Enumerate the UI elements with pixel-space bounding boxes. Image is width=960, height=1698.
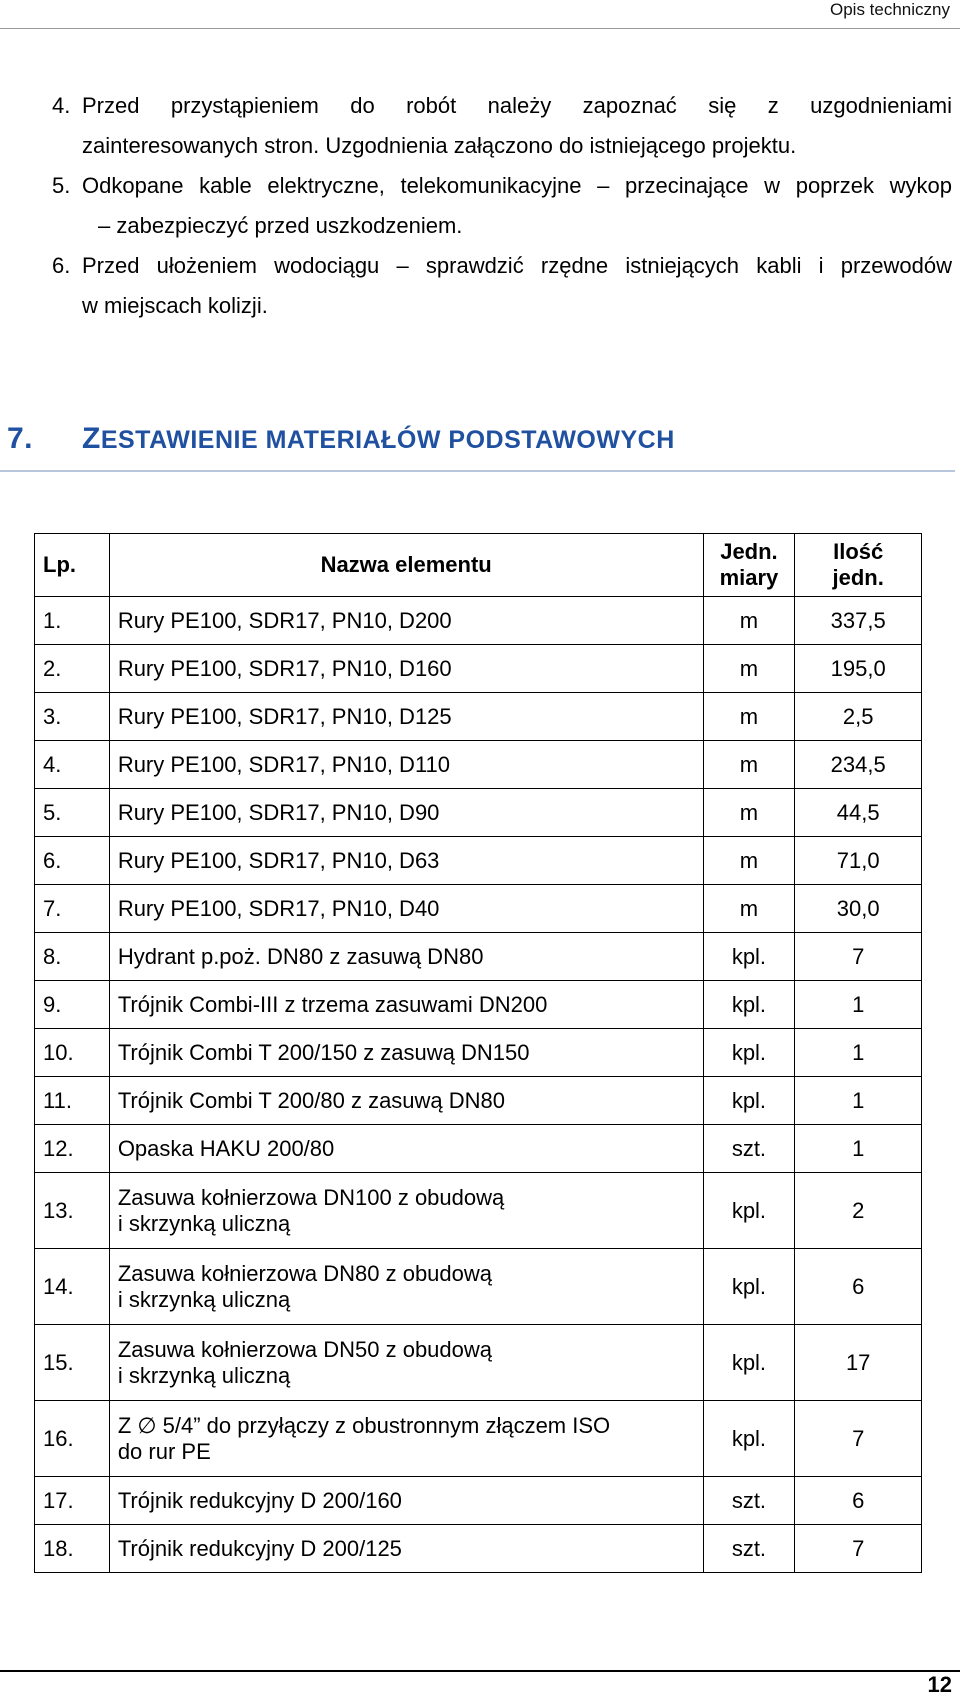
- row-lp: 12.: [35, 1125, 110, 1173]
- row-name: [109, 1249, 703, 1325]
- row-lp: 8.: [35, 933, 110, 981]
- list-item: [52, 246, 952, 326]
- row-name: [109, 1077, 703, 1125]
- row-name-text: Rury PE100, SDR17, PN10, D90: [117, 799, 440, 825]
- row-name: [109, 1525, 703, 1573]
- section-title-initial: Z: [82, 422, 101, 455]
- row-name-text: Rury PE100, SDR17, PN10, D200: [117, 607, 452, 633]
- row-name-text: Trójnik Combi T 200/150 z zasuwą DN150: [117, 1039, 530, 1065]
- table-row: [35, 837, 922, 885]
- section-number: 7.: [7, 422, 34, 455]
- column-header-unit: Jedn. miary: [703, 534, 795, 597]
- table-row: [35, 1325, 922, 1401]
- row-unit: m: [703, 693, 795, 741]
- table-row: [35, 693, 922, 741]
- row-lp: 1.: [35, 597, 110, 645]
- row-lp: 7.: [35, 885, 110, 933]
- row-name: [109, 1325, 703, 1401]
- row-name-text: Rury PE100, SDR17, PN10, D40: [117, 895, 440, 921]
- table-row: [35, 1401, 922, 1477]
- table-row: [35, 1525, 922, 1573]
- row-unit: kpl.: [703, 1173, 795, 1249]
- table-body: [35, 597, 922, 1573]
- row-lp: 5.: [35, 789, 110, 837]
- row-name: [109, 1173, 703, 1249]
- row-lp: 15.: [35, 1325, 110, 1401]
- header-divider: [0, 28, 960, 29]
- row-quantity: 337,5: [795, 597, 922, 645]
- column-header-name: Nazwa elementu: [109, 534, 703, 597]
- table-row: [35, 645, 922, 693]
- row-quantity: 6: [795, 1477, 922, 1525]
- row-unit: m: [703, 741, 795, 789]
- row-name: [109, 1401, 703, 1477]
- materials-table: [34, 533, 922, 1573]
- row-name-text: Rury PE100, SDR17, PN10, D125: [117, 703, 452, 729]
- row-lp: 9.: [35, 981, 110, 1029]
- row-lp: 10.: [35, 1029, 110, 1077]
- row-quantity: 17: [795, 1325, 922, 1401]
- list-item-line: Przed przystąpieniem do robót należy zapoznać się z uzgodnieniami: [82, 93, 952, 118]
- row-name-text: Z ∅ 5/4” do przyłączy z obustronnym złączem ISO do rur PE: [117, 1412, 611, 1464]
- row-name-text: Opaska HAKU 200/80: [117, 1135, 335, 1161]
- row-name-text: Rury PE100, SDR17, PN10, D160: [117, 655, 452, 681]
- row-name-text: Rury PE100, SDR17, PN10, D110: [117, 751, 451, 777]
- table-row: [35, 789, 922, 837]
- row-quantity: 7: [795, 1525, 922, 1573]
- row-name-text: Rury PE100, SDR17, PN10, D63: [117, 847, 440, 873]
- page-header-title: Opis techniczny: [830, 0, 950, 19]
- row-quantity: 30,0: [795, 885, 922, 933]
- list-item: [52, 86, 952, 166]
- page-number: 12: [927, 1672, 952, 1697]
- row-name: [109, 1029, 703, 1077]
- list-item-number: 6.: [52, 253, 71, 278]
- row-lp: 17.: [35, 1477, 110, 1525]
- row-name-text: Trójnik redukcyjny D 200/160: [117, 1487, 402, 1513]
- row-lp: 2.: [35, 645, 110, 693]
- table-row: [35, 1077, 922, 1125]
- table-row: [35, 1249, 922, 1325]
- row-name: [109, 885, 703, 933]
- row-quantity: 7: [795, 933, 922, 981]
- table-row: [35, 1477, 922, 1525]
- table-row: [35, 981, 922, 1029]
- row-name-text: Trójnik redukcyjny D 200/125: [117, 1535, 402, 1561]
- row-unit: kpl.: [703, 1401, 795, 1477]
- section-title-text: ESTAWIENIE MATERIAŁÓW PODSTAWOWYCH: [100, 426, 675, 454]
- column-header-quantity: Ilość jedn.: [795, 534, 922, 597]
- row-unit: kpl.: [703, 981, 795, 1029]
- row-unit: szt.: [703, 1477, 795, 1525]
- column-header-lp: Lp.: [35, 534, 110, 597]
- list-item-number: 4.: [52, 93, 71, 118]
- section-heading: [7, 422, 675, 456]
- row-lp: 11.: [35, 1077, 110, 1125]
- row-quantity: 234,5: [795, 741, 922, 789]
- row-unit: kpl.: [703, 1029, 795, 1077]
- row-name-text: Zasuwa kołnierzowa DN50 z obudową i skrzynką uliczną: [117, 1336, 493, 1388]
- row-quantity: 1: [795, 1077, 922, 1125]
- row-unit: m: [703, 885, 795, 933]
- row-unit: szt.: [703, 1125, 795, 1173]
- row-quantity: 2,5: [795, 693, 922, 741]
- row-name: [109, 981, 703, 1029]
- table-row: [35, 741, 922, 789]
- row-unit: kpl.: [703, 1077, 795, 1125]
- list-item-line: Odkopane kable elektryczne, telekomunikacyjne – przecinające w poprzek wykop: [82, 173, 952, 198]
- row-name-text: Trójnik Combi T 200/80 z zasuwą DN80: [117, 1087, 506, 1113]
- list-item-number: 5.: [52, 173, 71, 198]
- row-unit: kpl.: [703, 933, 795, 981]
- row-unit: kpl.: [703, 1325, 795, 1401]
- row-lp: 4.: [35, 741, 110, 789]
- table-row: [35, 1125, 922, 1173]
- table-row: [35, 885, 922, 933]
- row-unit: kpl.: [703, 1249, 795, 1325]
- row-lp: 13.: [35, 1173, 110, 1249]
- row-lp: 14.: [35, 1249, 110, 1325]
- row-lp: 3.: [35, 693, 110, 741]
- row-quantity: 2: [795, 1173, 922, 1249]
- row-quantity: 6: [795, 1249, 922, 1325]
- row-name: [109, 933, 703, 981]
- row-name: [109, 1125, 703, 1173]
- table-header-row: [35, 534, 922, 597]
- row-unit: m: [703, 645, 795, 693]
- list-item-line: zainteresowanych stron. Uzgodnienia załączono do istniejącego projektu.: [82, 133, 797, 158]
- list-item-line: Przed ułożeniem wodociągu – sprawdzić rzędne istniejących kabli i przewodów: [82, 253, 952, 278]
- row-lp: 18.: [35, 1525, 110, 1573]
- instruction-list: [52, 86, 952, 326]
- row-unit: m: [703, 837, 795, 885]
- table-row: [35, 933, 922, 981]
- row-name-text: Zasuwa kołnierzowa DN80 z obudową i skrzynką uliczną: [117, 1260, 493, 1312]
- list-item-line: w miejscach kolizji.: [82, 293, 268, 318]
- row-name: [109, 789, 703, 837]
- row-name: [109, 837, 703, 885]
- row-quantity: 44,5: [795, 789, 922, 837]
- list-item-line: – zabezpieczyć przed uszkodzeniem.: [98, 213, 463, 238]
- row-name: [109, 645, 703, 693]
- row-quantity: 195,0: [795, 645, 922, 693]
- table-row: [35, 1029, 922, 1077]
- row-lp: 16.: [35, 1401, 110, 1477]
- row-name: [109, 597, 703, 645]
- row-name: [109, 741, 703, 789]
- row-quantity: 1: [795, 981, 922, 1029]
- row-name: [109, 693, 703, 741]
- footer-divider: [0, 1670, 960, 1672]
- row-quantity: 71,0: [795, 837, 922, 885]
- row-name: [109, 1477, 703, 1525]
- row-quantity: 7: [795, 1401, 922, 1477]
- row-name-text: Zasuwa kołnierzowa DN100 z obudową i skrzynką uliczną: [117, 1184, 505, 1236]
- row-name-text: Trójnik Combi-III z trzema zasuwami DN200: [117, 991, 548, 1017]
- row-unit: m: [703, 789, 795, 837]
- table-row: [35, 597, 922, 645]
- row-unit: szt.: [703, 1525, 795, 1573]
- row-name-text: Hydrant p.poż. DN80 z zasuwą DN80: [117, 943, 484, 969]
- list-item: [52, 166, 952, 246]
- row-lp: 6.: [35, 837, 110, 885]
- row-unit: m: [703, 597, 795, 645]
- section-divider: [0, 470, 955, 472]
- row-quantity: 1: [795, 1029, 922, 1077]
- row-quantity: 1: [795, 1125, 922, 1173]
- table-row: [35, 1173, 922, 1249]
